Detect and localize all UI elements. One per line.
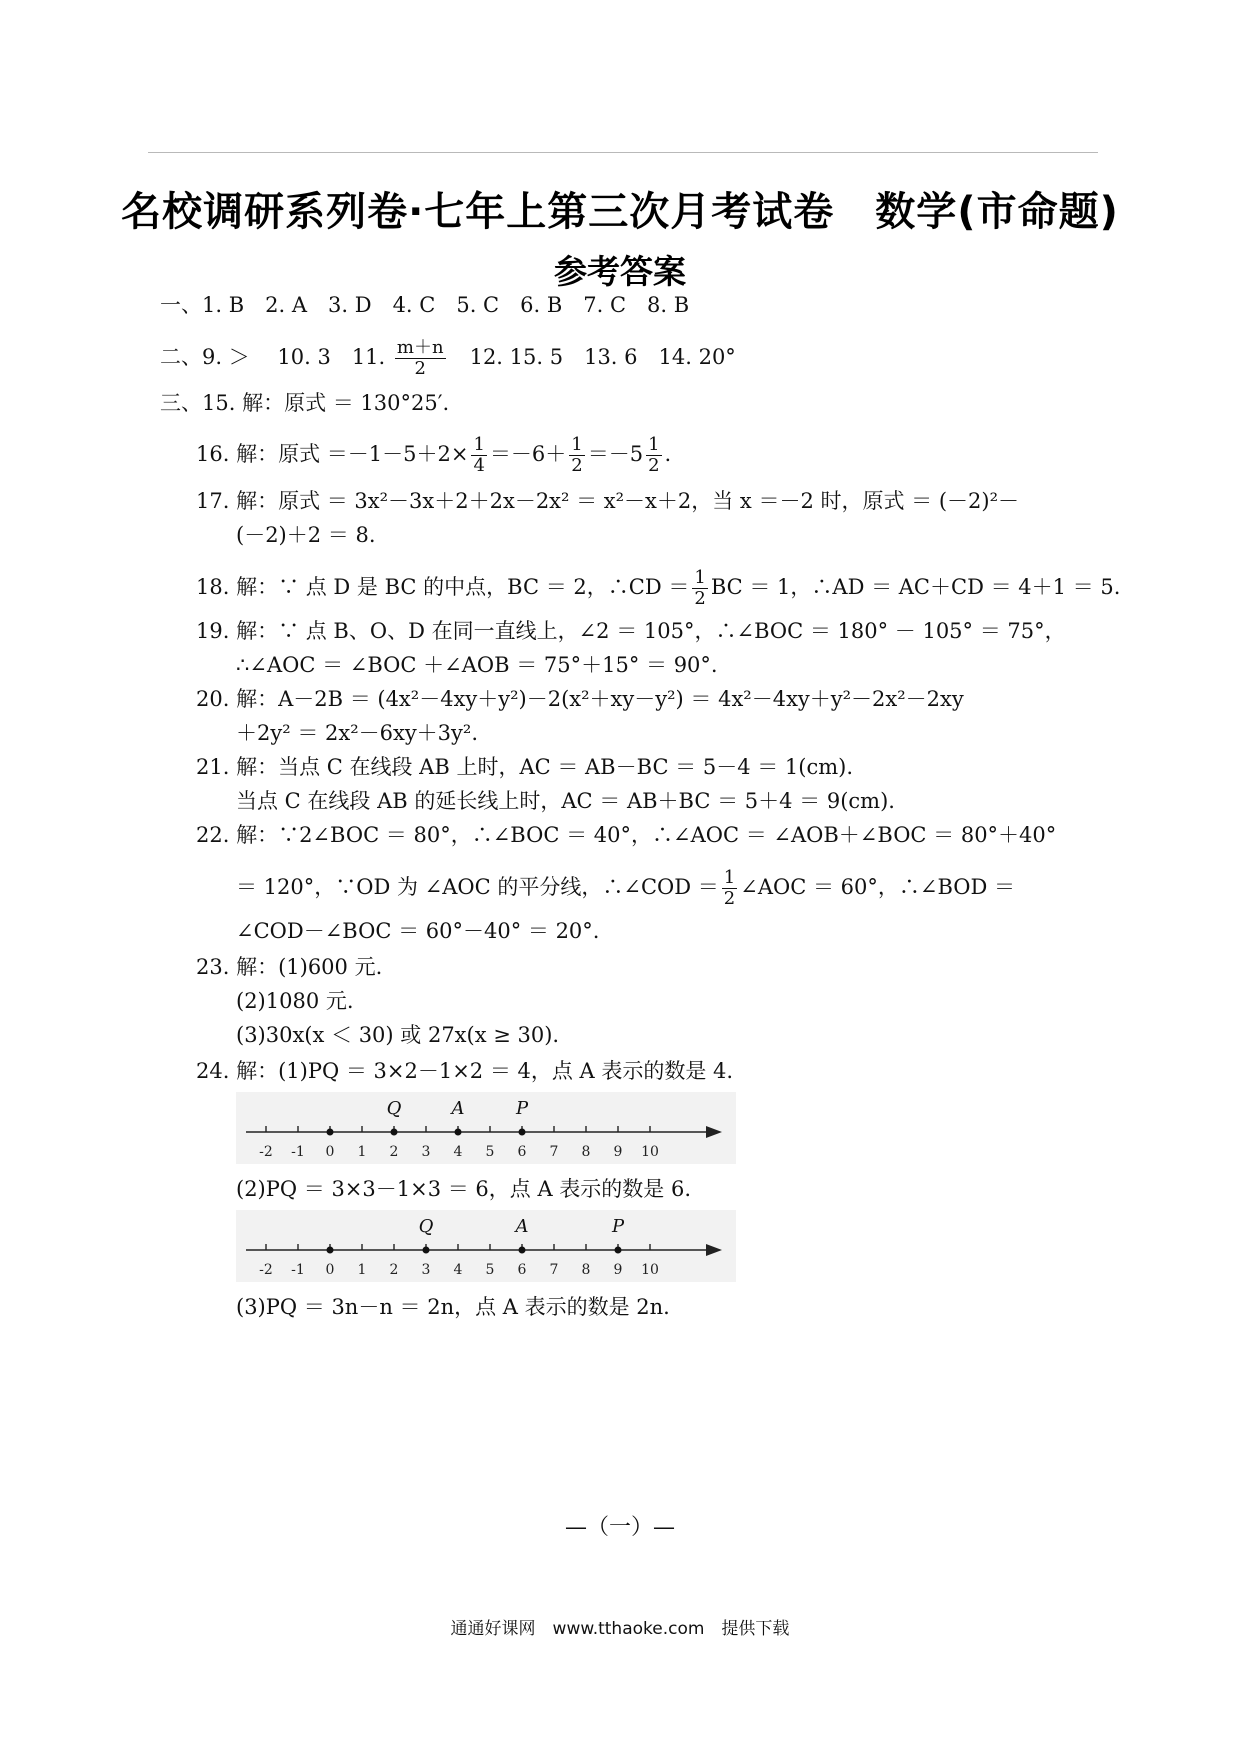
answer-18: 18. 解：∵ 点 D 是 BC 的中点，BC ＝ 2，∴CD ＝ $\frac{1}{2}$ BC ＝ 1，∴AD ＝ AC＋CD ＝ 4＋1 ＝ 5. [196,567,1121,609]
fraction: $\frac{1}{2}$ [723,867,736,909]
tick-label: 5 [485,1262,495,1278]
answer-23-line-1: 23. 解：(1)600 元. [196,955,383,979]
number-line-1-svg [236,1092,736,1164]
point-a-label: A [515,1216,529,1237]
number-line-1 [236,1092,736,1164]
page-title: 名校调研系列卷·七年上第三次月考试卷 数学(市命题) [121,189,1119,235]
footer-text: 通通好课网 www.tthaoke.com 提供下载 [450,1619,790,1639]
tick-label: -2 [259,1262,273,1278]
fraction-m-plus-n-over-2: $\frac{m+n}{2}$ [396,337,444,379]
answer-16: 16. 解：原式 ＝－1－5＋2× $\frac{1}{4}$ ＝－6＋ $\frac{1}{2}$ ＝－5 $\frac{1}{2}$ . [196,434,672,476]
answer-22-line-3: ∠COD－∠BOC ＝ 60°－40° ＝ 20°. [236,919,600,943]
point-p-dot [615,1247,622,1254]
page-subtitle: 参考答案 [554,252,686,291]
answer-24-line-3: (3)PQ ＝ 3n－n ＝ 2n，点 A 表示的数是 2n. [236,1295,670,1319]
tick-label: 1 [357,1144,367,1160]
answer-24-line-1: 24. 解：(1)PQ ＝ 3×2－1×2 ＝ 4，点 A 表示的数是 4. [196,1059,734,1083]
point-p-label: P [611,1216,625,1237]
fraction: $\frac{1}{2}$ [694,567,706,609]
section-2-text: 二、9. ＞ 10. 3 11. [160,345,392,369]
tick-label: 3 [421,1262,431,1278]
point-a-label: A [451,1098,465,1119]
answer-20-line-2: ＋2y² ＝ 2x²－6xy＋3y². [236,721,479,745]
tick-label: 2 [389,1144,399,1160]
tick-label: 7 [549,1144,559,1160]
fraction: $\frac{1}{2}$ [648,434,660,476]
origin-dot [327,1129,334,1136]
tick-label: -2 [259,1144,273,1160]
arrow-icon [706,1244,722,1256]
tick-label: 8 [581,1262,591,1278]
point-q-label: Q [386,1098,402,1119]
answer-24-line-2: (2)PQ ＝ 3×3－1×3 ＝ 6，点 A 表示的数是 6. [236,1177,692,1201]
answer-21-line-1: 21. 解：当点 C 在线段 AB 上时，AC ＝ AB－BC ＝ 5－4 ＝ 1(cm). [196,755,854,779]
point-a-dot [519,1247,526,1254]
answer-19-line-1: 19. 解：∵ 点 B、O、D 在同一直线上，∠2 ＝ 105°，∴∠BOC ＝ 180° － 105° ＝ 75°， [196,619,1066,643]
tick-label: 10 [641,1144,659,1160]
tick-label: 3 [421,1144,431,1160]
answer-section-2 [160,338,736,379]
tick-label: 4 [453,1144,463,1160]
point-a-dot [455,1129,462,1136]
point-p-label: P [515,1098,529,1119]
tick-label: -1 [291,1262,305,1278]
tick-label: 0 [325,1262,335,1278]
number-line-2-svg [236,1210,736,1282]
arrow-icon [706,1126,722,1138]
tick-label: 7 [549,1262,559,1278]
fraction: $\frac{1}{4}$ [473,434,485,476]
answer-23-line-3: (3)30x(x ＜ 30) 或 27x(x ≥ 30). [236,1023,560,1047]
fraction: $\frac{1}{2}$ [571,434,583,476]
answer-section-1: 一、1. B 2. A 3. D 4. C 5. C 6. B 7. C 8. B [160,293,690,317]
section-2-text-rest: 12. 15. 5 13. 6 14. 20° [448,345,736,369]
point-q-dot [391,1129,398,1136]
answer-21-line-2: 当点 C 在线段 AB 的延长线上时，AC ＝ AB＋BC ＝ 5＋4 ＝ 9(cm). [236,789,895,813]
point-q-dot [423,1247,430,1254]
answer-17-line-1: 17. 解：原式 ＝ 3x²－3x＋2＋2x－2x² ＝ x²－x＋2，当 x ＝－2 时，原式 ＝ (－2)²－ [196,489,1019,513]
answer-15: 三、15. 解：原式 ＝ 130°25′. [160,391,450,415]
answer-23-line-2: (2)1080 元. [236,989,354,1013]
tick-label: 5 [485,1144,495,1160]
answer-19-line-2: ∴∠AOC ＝ ∠BOC ＋∠AOB ＝ 75°＋15° ＝ 90°. [236,653,718,677]
point-p-dot [519,1129,526,1136]
page-number: —（一）— [564,1515,675,1540]
tick-label: 0 [325,1144,335,1160]
answer-20-line-1: 20. 解：A－2B ＝ (4x²－4xy＋y²)－2(x²＋xy－y²) ＝ 4x²－4xy＋y²－2x²－2xy [196,687,964,711]
point-q-label: Q [418,1216,434,1237]
tick-label: 6 [517,1144,527,1160]
tick-label: 9 [613,1144,623,1160]
tick-label: 6 [517,1262,527,1278]
tick-label: 4 [453,1262,463,1278]
tick-label: 8 [581,1144,591,1160]
header-rule [148,152,1098,153]
tick-label: 2 [389,1262,399,1278]
answer-22-line-1: 22. 解：∵2∠BOC ＝ 80°，∴∠BOC ＝ 40°，∴∠AOC ＝ ∠AOB＋∠BOC ＝ 80°＋40° [196,823,1057,847]
tick-label: 9 [613,1262,623,1278]
tick-label: -1 [291,1144,305,1160]
number-line-2 [236,1210,736,1282]
answer-22-line-2: ＝ 120°，∵OD 为 ∠AOC 的平分线，∴∠COD ＝ $\frac{1}{2}$ ∠AOC ＝ 60°，∴∠BOD ＝ [236,867,1015,909]
tick-label: 1 [357,1262,367,1278]
answer-17-line-2: (－2)＋2 ＝ 8. [236,523,376,547]
origin-dot [327,1247,334,1254]
tick-label: 10 [641,1262,659,1278]
